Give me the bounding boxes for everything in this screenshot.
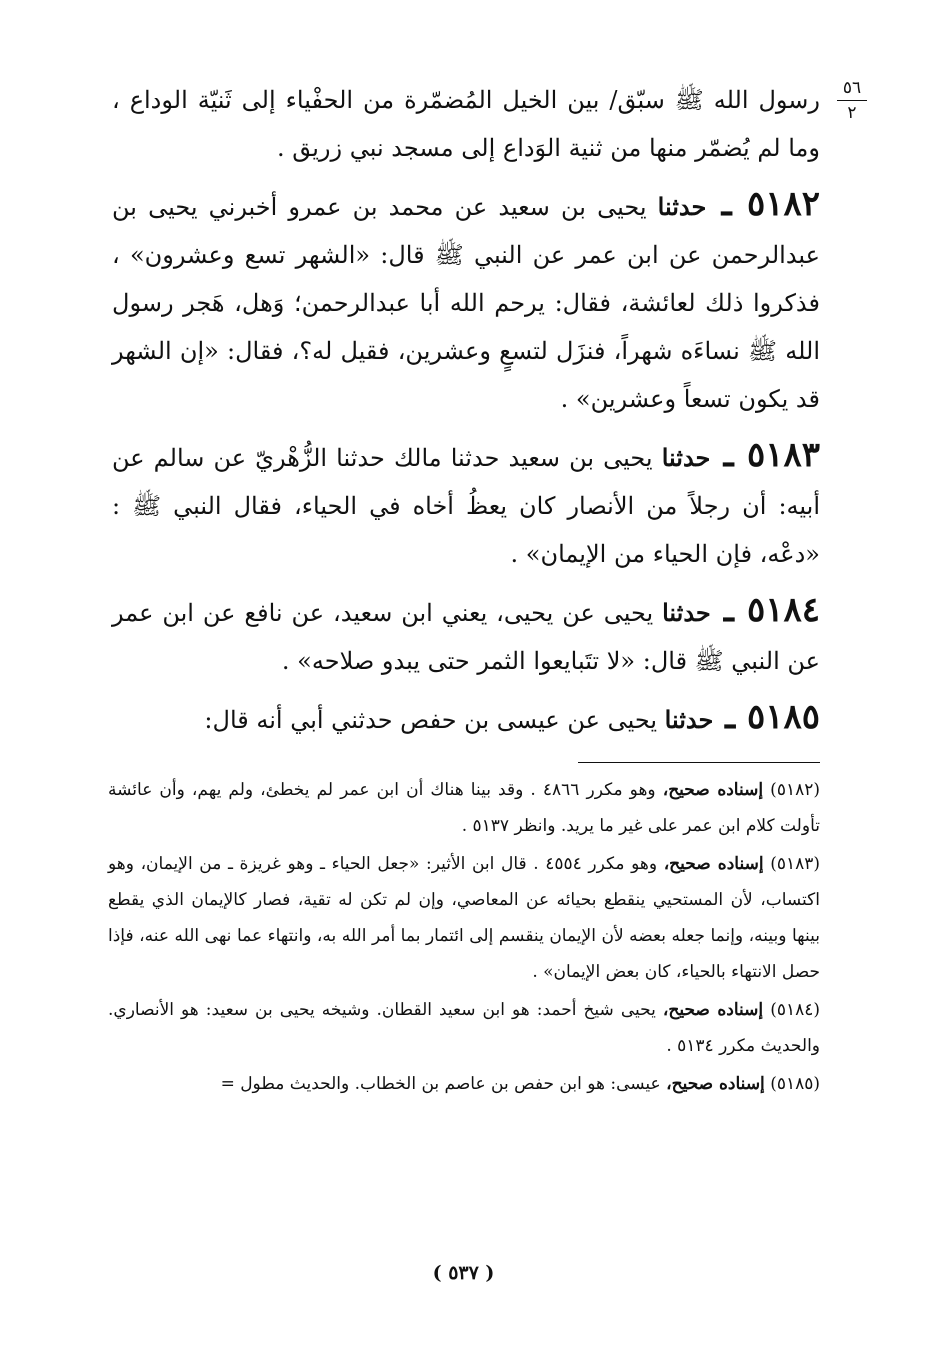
hadith-text: يحيى بن سعيد حدثنا مالك حدثنا الزُّهْريّ عن سالم عن أبيه: أن رجلاً من الأنصار كان يعظُ أخاه في الحياء، فقال النبي ﷺ : «دعْه، فإن الحياء من الإيمان» . <box>112 444 820 568</box>
hadith-number: ٥١٨٣ <box>746 435 820 475</box>
footnote-ref: (٥١٨٣) <box>770 854 821 874</box>
footnote-separator <box>578 762 820 763</box>
footnote-grade: إسناده صحيح، <box>663 854 764 874</box>
hadith-number: ٥١٨٢ <box>746 184 820 224</box>
footnote-text: يحيى شيخ أحمد: هو ابن سعيد القطان. وشيخه يحيى بن سعيد: هو الأنصاري. والحديث مكرر ٥١٣٤ . <box>108 1000 820 1056</box>
marker-volume: ٥٦ <box>837 78 867 101</box>
hadith-5185 <box>112 693 820 744</box>
footnote-ref: (٥١٨٥) <box>770 1074 820 1094</box>
hadith-text: يحيى بن سعيد عن محمد بن عمرو أخبرني يحيى بن عبدالرحمن عن ابن عمر عن النبي ﷺ قال: «الشهر تسع وعشرون» ، فذكروا ذلك لعائشة، فقال: يرحم الله أبا عبدالرحمن؛ وَهل، هَجر رسول الله ﷺ نساءَه شهراً، فنزَل لتسعٍ وعشرين، فقيل له؟، فقال: «إن الشهر قد يكون تسعاً وعشرين» . <box>112 193 820 413</box>
footnote-5182 <box>108 772 820 844</box>
hadith-text: يحيى عن يحيى، يعني ابن سعيد، عن نافع عن ابن عمر عن النبي ﷺ قال: «لا تتَبايعوا الثمر حتى يبدو صلاحه» . <box>112 599 820 675</box>
hadith-number: ٥١٨٤ <box>746 590 820 630</box>
hadith-5183 <box>112 431 820 578</box>
marker-part: ٢ <box>847 103 857 123</box>
page-number: ( ٥٣٧ ) <box>432 1262 495 1284</box>
footnote-text: وهو مكرر ٤٥٥٤ . قال ابن الأثير: «جعل الحياء ـ وهو غريزة ـ من الإيمان، وهو اكتساب، لأن المستحيي ينقطع بحيائه عن المعاصي، وإن لم تكن له تقية، فصار كالإيمان الذي يقطع بينها وبينه، وإنما جعله بعضه لأن الإيمان ينقسم إلى ائتمار بما أمر الله به، وانتهاء عما نهى الله عنه، فإذا حصل الانتهاء بالحياء، كان بعض الإيمان» . <box>108 854 820 982</box>
footnote-5183 <box>108 846 820 990</box>
footnote-text: عيسى: هو ابن حفص بن عاصم بن الخطاب. والحديث مطول = <box>220 1074 667 1094</box>
intro-paragraph: رسول الله ﷺ سبّق/ بين الخيل المُضمّرة من الحفْياء إلى ثَنيّة الوداع ، وما لم يُضمّر منها من ثنية الوَداع إلى مسجد نبي زريق . <box>112 86 820 162</box>
main-text <box>112 76 820 744</box>
hadith-5184 <box>112 586 820 685</box>
footnote-grade: إسناده صحيح، <box>662 1000 764 1020</box>
haddathana-word: حدثنا <box>662 598 711 627</box>
footnote-grade: إسناده صحيح، <box>662 780 764 800</box>
footnote-ref: (٥١٨٢) <box>770 780 820 800</box>
hadith-dash: ـ <box>713 697 747 737</box>
hadith-5182 <box>112 180 820 423</box>
footnotes <box>108 772 820 1104</box>
hadith-dash: ـ <box>710 435 747 475</box>
haddathana-word: حدثنا <box>657 192 707 221</box>
haddathana-word: حدثنا <box>661 443 711 472</box>
hadith-text: يحيى عن عيسى بن حفص حدثني أبي أنه قال: <box>204 706 665 734</box>
footnote-5184 <box>108 992 820 1064</box>
hadith-number: ٥١٨٥ <box>746 697 820 737</box>
haddathana-word: حدثنا <box>664 705 714 734</box>
hadith-dash: ـ <box>706 184 747 224</box>
footnote-ref: (٥١٨٤) <box>770 1000 820 1020</box>
footnote-grade: إسناده صحيح، <box>666 1074 765 1094</box>
margin-reference-marker <box>837 78 867 123</box>
hadith-dash: ـ <box>710 590 747 630</box>
footnote-5185 <box>108 1066 820 1102</box>
footnote-text: وهو مكرر ٤٨٦٦ . وقد بينا هناك أن ابن عمر لم يخطئ، ولم يهم، وأن عائشة تأولت كلام ابن عمر على غير ما يريد. وانظر ٥١٣٧ . <box>108 780 820 836</box>
